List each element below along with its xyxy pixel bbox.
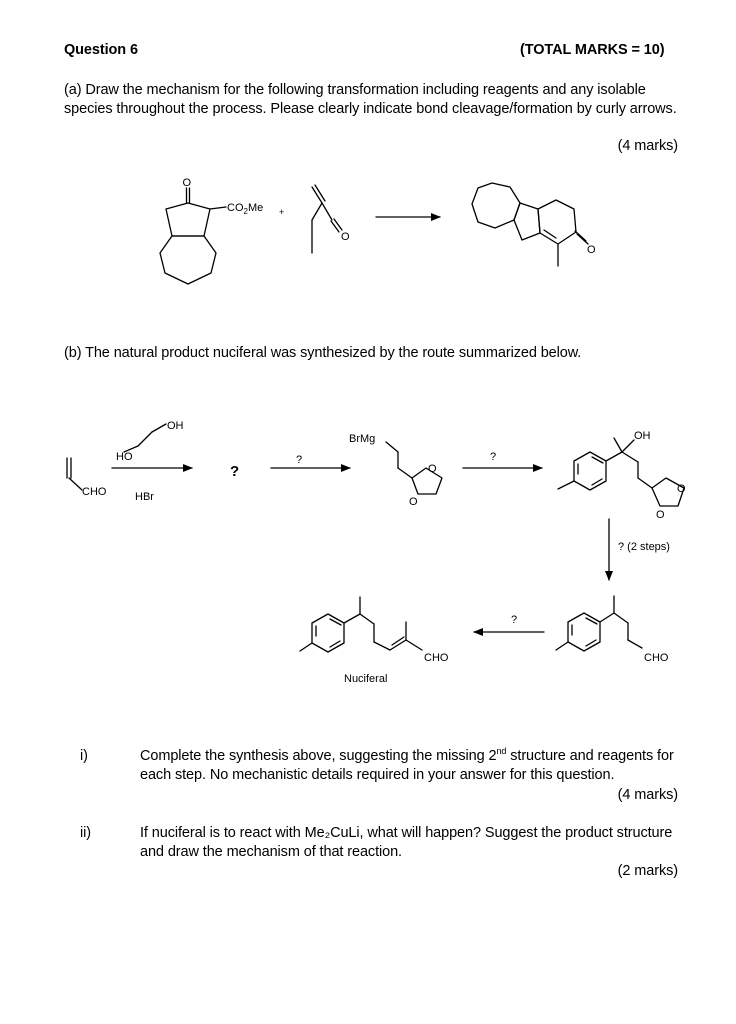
- nuciferal-cho-label: CHO: [424, 652, 449, 664]
- question-ii-number: ii): [80, 825, 91, 841]
- ketone-o-label: O: [182, 177, 192, 189]
- part-b-text: (b) The natural product nuciferal was synthesized by the route summarized below.: [64, 345, 582, 361]
- alcohol-dioxolane-o-top: O: [677, 483, 686, 495]
- question-i-text: Complete the synthesis above, suggesting the missing 2nd structure and reagents for each step. No mechanistic details required in your answer for this question.: [140, 746, 674, 783]
- enone-o-label: O: [341, 231, 350, 243]
- enone-structure: [312, 185, 342, 253]
- nuciferal-name: Nuciferal: [344, 673, 388, 685]
- question-title: Question 6: [64, 42, 138, 58]
- intermediate-cho-label: CHO: [644, 652, 669, 664]
- dioxolane-o-bottom: O: [409, 496, 418, 508]
- two-steps-label: ? (2 steps): [618, 541, 670, 553]
- missing-structure-mark: ?: [230, 463, 240, 480]
- hbr-label: HBr: [135, 491, 154, 503]
- aldehyde-intermediate-structure: [556, 596, 642, 651]
- dioxolane-o-top: O: [428, 463, 437, 475]
- step3-reagent-mark: ?: [490, 451, 497, 463]
- product-o-label: O: [587, 244, 596, 256]
- acrolein-cho-label: CHO: [82, 486, 107, 498]
- question-i-marks: (4 marks): [617, 787, 678, 803]
- question-ii-marks: (2 marks): [617, 863, 678, 879]
- alcohol-oh-label: OH: [634, 430, 651, 442]
- total-marks: (TOTAL MARKS = 10): [520, 42, 665, 58]
- nuciferal-structure: [300, 597, 422, 652]
- ethylene-glycol-structure: [124, 424, 166, 452]
- question-i-number: i): [80, 748, 88, 764]
- plus-sign: +: [279, 207, 285, 217]
- alcohol-structure: [558, 438, 684, 506]
- question-ii-text: If nuciferal is to react with Me₂CuLi, what will happen? Suggest the product structure and draw the mechanism of that reaction.: [140, 825, 673, 860]
- keto-ester-structure: [160, 188, 226, 284]
- diol-ho-label: HO: [116, 451, 133, 463]
- acrolein-structure: [67, 458, 82, 490]
- grignard-label: BrMg: [349, 433, 376, 445]
- step2-reagent-mark: ?: [296, 454, 303, 466]
- tricyclic-product-structure: [472, 183, 588, 266]
- part-a-marks: (4 marks): [617, 138, 678, 154]
- part-a-text: (a) Draw the mechanism for the following transformation including reagents and any isolable species throughout the process. Please clearly indicate bond cleavage/formation by curly arrows.: [64, 82, 677, 117]
- step5-reagent-mark: ?: [511, 614, 518, 626]
- diol-oh-label: OH: [167, 420, 184, 432]
- ester-label: $CO_2Me$: [227, 202, 264, 216]
- alcohol-dioxolane-o-bottom: O: [656, 509, 665, 521]
